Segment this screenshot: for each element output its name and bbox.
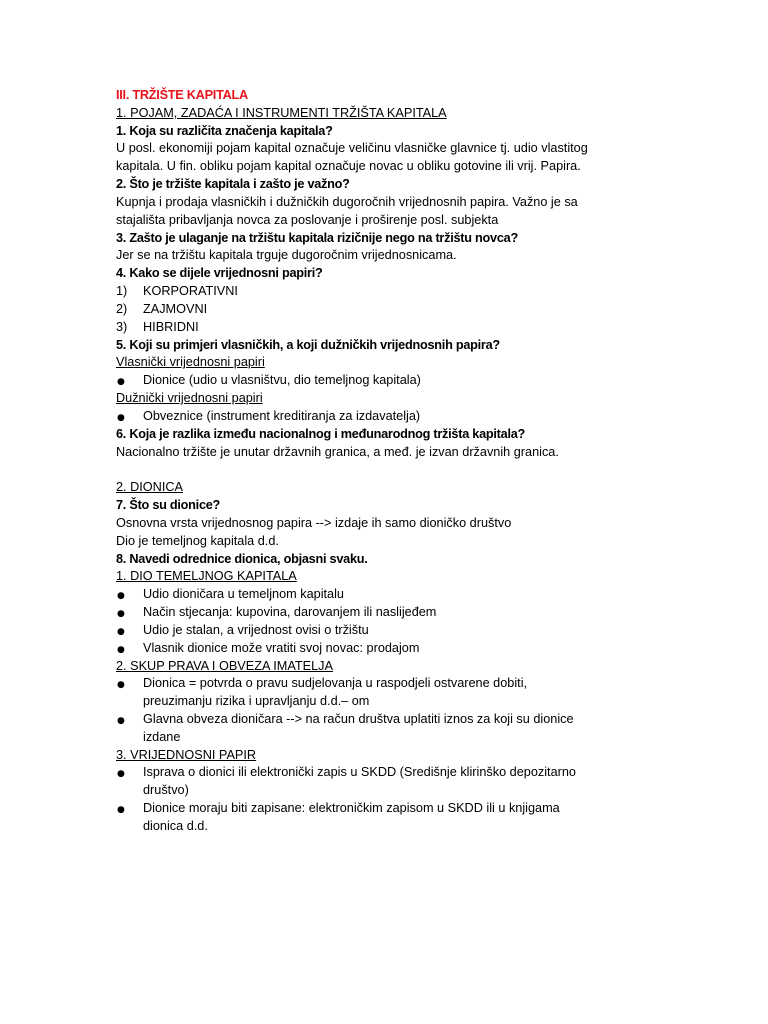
numbered-list-item (116, 283, 746, 301)
list-number: 3) (116, 319, 128, 334)
group-label: 1. DIO TEMELJNOG KAPITALA (116, 569, 297, 584)
bullet-item (116, 711, 746, 729)
subsection-title: 1. POJAM, ZADAĆA I INSTRUMENTI TRŽIŠTA KAPITALA (116, 105, 447, 120)
question-6: 6. Koja je razlika između nacionalnog i međunarodnog tržišta kapitala? (116, 426, 526, 441)
bullet-icon: ● (117, 715, 125, 726)
question-2: 2. Što je tržište kapitala i zašto je važno? (116, 177, 350, 192)
bullet-icon: ● (117, 644, 125, 655)
bullet-icon: ● (117, 680, 125, 691)
bullet-continuation: preuzimanju rizika i upravljanju d.d.– om (143, 694, 370, 709)
section-title: III. TRŽIŠTE KAPITALA (116, 88, 248, 102)
bullet-text: Dionica = potvrda o pravu sudjelovanja u raspodjeli ostvarene dobiti, (143, 676, 528, 691)
numbered-list-item (116, 301, 746, 319)
bullet-item (116, 764, 746, 782)
bullet-icon: ● (117, 412, 125, 423)
bullet-icon: ● (117, 591, 125, 602)
group-label: Vlasnički vrijednosni papiri (116, 355, 265, 370)
answer-line: Nacionalno tržište je unutar državnih granica, a međ. je izvan državnih granica. (116, 444, 559, 459)
list-number: 1) (116, 284, 128, 299)
bullet-text: Vlasnik dionice može vratiti svoj novac: prodajom (143, 640, 420, 655)
bullet-continuation: izdane (143, 729, 181, 744)
bullet-item (116, 640, 746, 658)
bullet-text: Dionice (udio u vlasništvu, dio temeljnog kapitala) (143, 373, 421, 388)
group-label: Dužnički vrijednosni papiri (116, 391, 263, 406)
bullet-text: Glavna obveza dioničara --> na račun društva uplatiti iznos za koji su dionice (143, 711, 574, 726)
bullet-icon: ● (117, 805, 125, 816)
section-2-title: 2. DIONICA (116, 480, 183, 495)
bullet-icon: ● (117, 626, 125, 637)
answer-line: U posl. ekonomiji pojam kapital označuje veličinu vlasničke glavnice tj. udio vlastitog (116, 141, 588, 156)
question-1: 1. Koja su različita značenja kapitala? (116, 123, 333, 138)
bullet-item (116, 604, 746, 622)
question-4: 4. Kako se dijele vrijednosni papiri? (116, 266, 323, 281)
answer-line: Osnovna vrsta vrijednosnog papira --> izdaje ih samo dioničko društvo (116, 515, 512, 530)
list-text: ZAJMOVNI (143, 301, 208, 316)
group-label: 2. SKUP PRAVA I OBVEZA IMATELJA (116, 658, 333, 673)
bullet-text: Udio je stalan, a vrijednost ovisi o tržištu (143, 622, 369, 637)
blank-line (116, 461, 746, 479)
bullet-continuation: dionica d.d. (143, 818, 208, 833)
question-8: 8. Navedi odrednice dionica, objasni svaku. (116, 551, 368, 566)
bullet-icon: ● (117, 769, 125, 780)
question-5: 5. Koji su primjeri vlasničkih, a koji dužničkih vrijednosnih papira? (116, 337, 500, 352)
bullet-item (116, 800, 746, 818)
group-label: 3. VRIJEDNOSNI PAPIR (116, 747, 257, 762)
bullet-icon: ● (117, 377, 125, 388)
list-number: 2) (116, 301, 128, 316)
answer-line: Dio je temeljnog kapitala d.d. (116, 533, 279, 548)
list-text: KORPORATIVNI (143, 284, 238, 299)
bullet-continuation: društvo) (143, 783, 189, 798)
bullet-text: Udio dioničara u temeljnom kapitalu (143, 587, 344, 602)
answer-line: Kupnja i prodaja vlasničkih i dužničkih dugoročnih vrijednosnih papira. Važno je sa (116, 194, 578, 209)
bullet-item (116, 622, 746, 640)
question-7: 7. Što su dionice? (116, 498, 221, 513)
bullet-text: Obveznice (instrument kreditiranja za izdavatelja) (143, 408, 421, 423)
bullet-item (116, 586, 746, 604)
question-3: 3. Zašto je ulaganje na tržištu kapitala rizičnije nego na tržištu novca? (116, 230, 518, 245)
bullet-text: Način stjecanja: kupovina, darovanjem ili naslijeđem (143, 605, 437, 620)
bullet-icon: ● (117, 609, 125, 620)
answer-line: kapitala. U fin. obliku pojam kapital označuje novac u obliku gotovine ili vrij. Papira. (116, 159, 581, 174)
list-text: HIBRIDNI (143, 319, 199, 334)
answer-line: stajališta pribavljanja novca za poslovanje i proširenje posl. subjekta (116, 212, 499, 227)
answer-line: Jer se na tržištu kapitala trguje dugoročnim vrijednosnicama. (116, 248, 457, 263)
bullet-item (116, 408, 746, 426)
bullet-item (116, 675, 746, 693)
document-page (116, 87, 746, 836)
numbered-list-item (116, 319, 746, 337)
bullet-item (116, 372, 746, 390)
bullet-text: Dionice moraju biti zapisane: elektroničkim zapisom u SKDD ili u knjigama (143, 801, 560, 816)
bullet-text: Isprava o dionici ili elektronički zapis u SKDD (Središnje klirinško depozitarno (143, 765, 576, 780)
